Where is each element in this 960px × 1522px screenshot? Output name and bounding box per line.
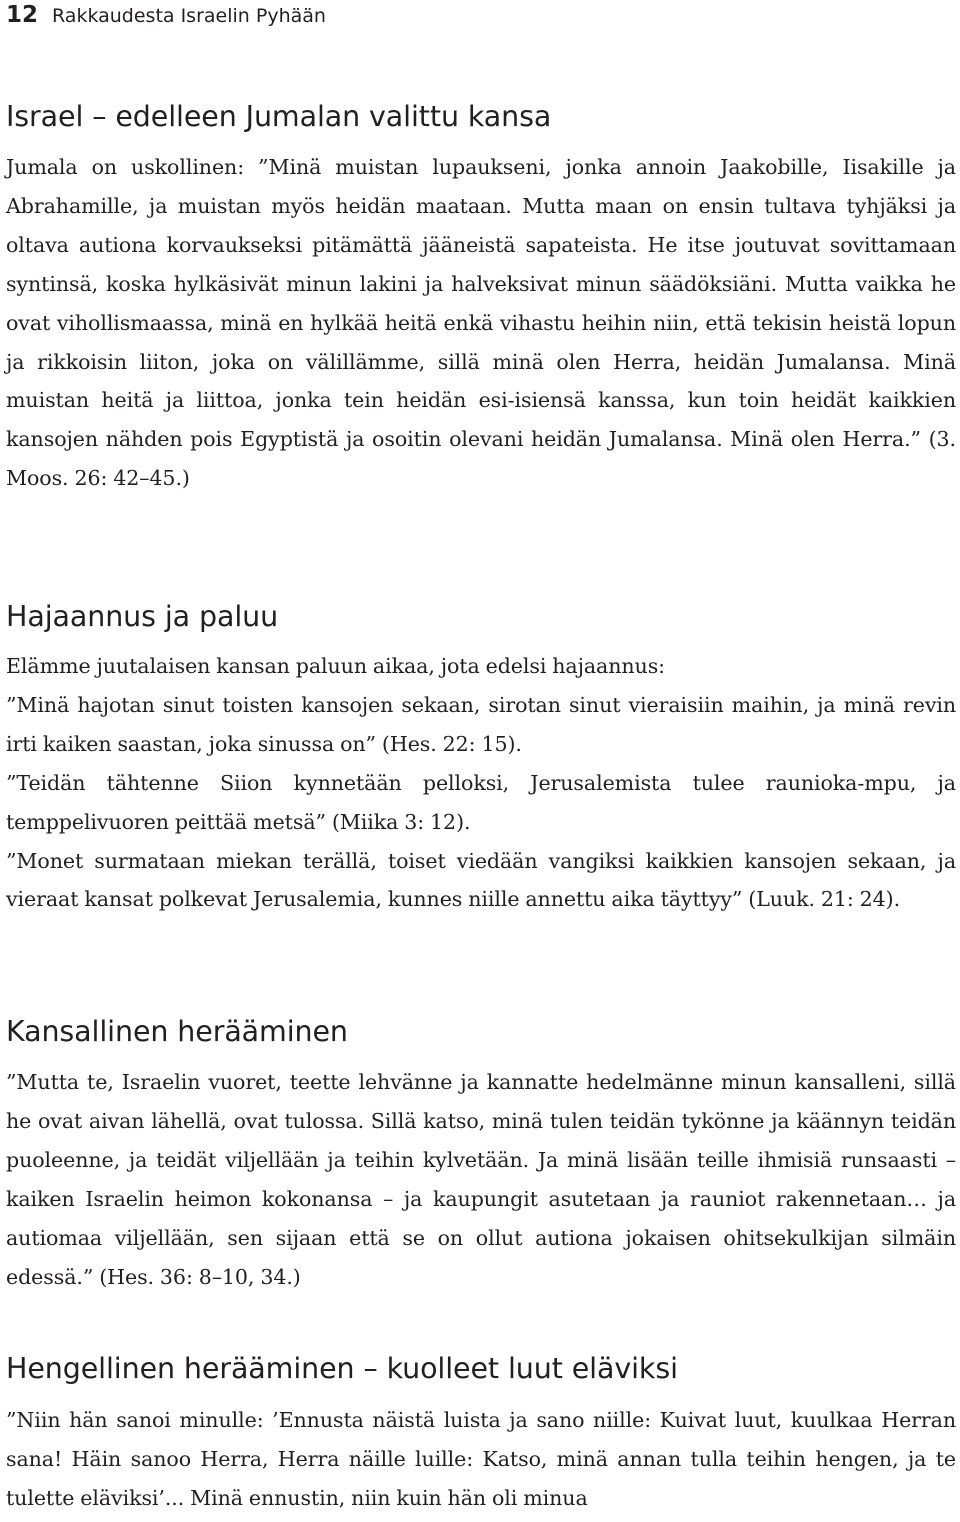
section-body bbox=[6, 1063, 956, 1296]
running-header bbox=[6, 2, 326, 32]
section-heading: Israel – edelleen Jumalan valittu kansa bbox=[6, 100, 552, 133]
section-kansallinen bbox=[6, 1015, 956, 1048]
section-body bbox=[6, 647, 956, 919]
section-body bbox=[6, 148, 956, 498]
quote-paragraph: ”Mutta te, Israelin vuoret, teette lehvänne ja kannatte hedelmänne minun kansalleni, sillä he ovat aivan lähellä, ovat tulossa. Sillä katso, minä tulen teidän tykönne ja käännyn teidän puoleenne, ja teidät viljellään ja teihin kylvetään. Ja minä lisään teille ihmisiä runsaasti – kaiken Israelin heimon kokonansa – ja kaupungit asutetaan ja rauniot rakennetaan… ja autiomaa viljellään, sen sijaan että se on ollut autiona jokaisen ohitsekulkijan silmäin edessä.” (Hes. 36: 8–10, 34.) bbox=[6, 1070, 956, 1289]
paragraph: Jumala on uskollinen: ”Minä muistan lupaukseni, jonka annoin Jaakobille, Iisakille ja Abrahamille, ja muistan myös heidän maataan. Mutta maan on ensin tultava tyhjäksi ja oltava autiona korvaukseksi pitämättä jääneistä sapateista. He itse joutuvat sovittamaan syntinsä, koska hylkäsivät minun lakini ja halveksivat minun säädöksiäni. Mutta vaikka he ovat vihollismaassa, minä en hylkää heitä enkä vihastu heihin niin, että tekisin heistä lopun ja rikkoisin liiton, joka on välillämme, sillä minä olen Herra, heidän Jumalansa. Minä muistan heitä ja liittoa, jonka tein heidän esi-isiensä kanssa, kun toin heidät kaikkien kansojen nähden pois Egyptistä ja osoitin olevani heidän Jumalansa. Minä olen Herra.” (3. Moos. 26: 42–45.) bbox=[6, 155, 956, 491]
quote-paragraph: ”Niin hän sanoi minulle: ’Ennusta näistä luista ja sano niille: Kuivat luut, kuulkaa Herran sana! Häin sanoo Herra, Herra näille luille: Katso, minä annan tulla teihin hengen, ja te tulette eläviksi’... Minä ennustin, niin kuin hän oli minua bbox=[6, 1408, 956, 1510]
section-hengellinen-body bbox=[6, 1401, 956, 1518]
section-heading: Hajaannus ja paluu bbox=[6, 600, 279, 633]
quote-paragraph: ”Monet surmataan miekan terällä, toiset viedään vangiksi kaikkien kansojen sekaan, ja vieraat kansat polkevat Jerusalemia, kunnes niille annettu aika täyttyy” (Luuk. 21: 24). bbox=[6, 848, 956, 912]
section-hajaannus-body bbox=[6, 647, 956, 919]
section-hengellinen bbox=[6, 1352, 956, 1385]
book-title: Rakkaudesta Israelin Pyhään bbox=[52, 5, 326, 27]
page-number: 12 bbox=[6, 2, 39, 28]
section-hajaannus bbox=[6, 600, 956, 633]
section-body bbox=[6, 1401, 956, 1518]
section-israel-body bbox=[6, 148, 956, 498]
section-heading: Kansallinen herääminen bbox=[6, 1015, 348, 1048]
section-israel bbox=[6, 100, 956, 133]
section-kansallinen-body bbox=[6, 1063, 956, 1296]
section-heading: Hengellinen herääminen – kuolleet luut eläviksi bbox=[6, 1352, 678, 1385]
quote-paragraph: ”Teidän tähtenne Siion kynnetään pelloksi, Jerusalemista tulee raunioka-mpu, ja temppelivuoren peittää metsä” (Miika 3: 12). bbox=[6, 770, 956, 834]
paragraph: Elämme juutalaisen kansan paluun aikaa, jota edelsi hajaannus: bbox=[6, 654, 666, 678]
quote-paragraph: ”Minä hajotan sinut toisten kansojen sekaan, sirotan sinut vieraisiin maihin, ja minä revin irti kaiken saastan, joka sinussa on” (Hes. 22: 15). bbox=[6, 692, 956, 756]
